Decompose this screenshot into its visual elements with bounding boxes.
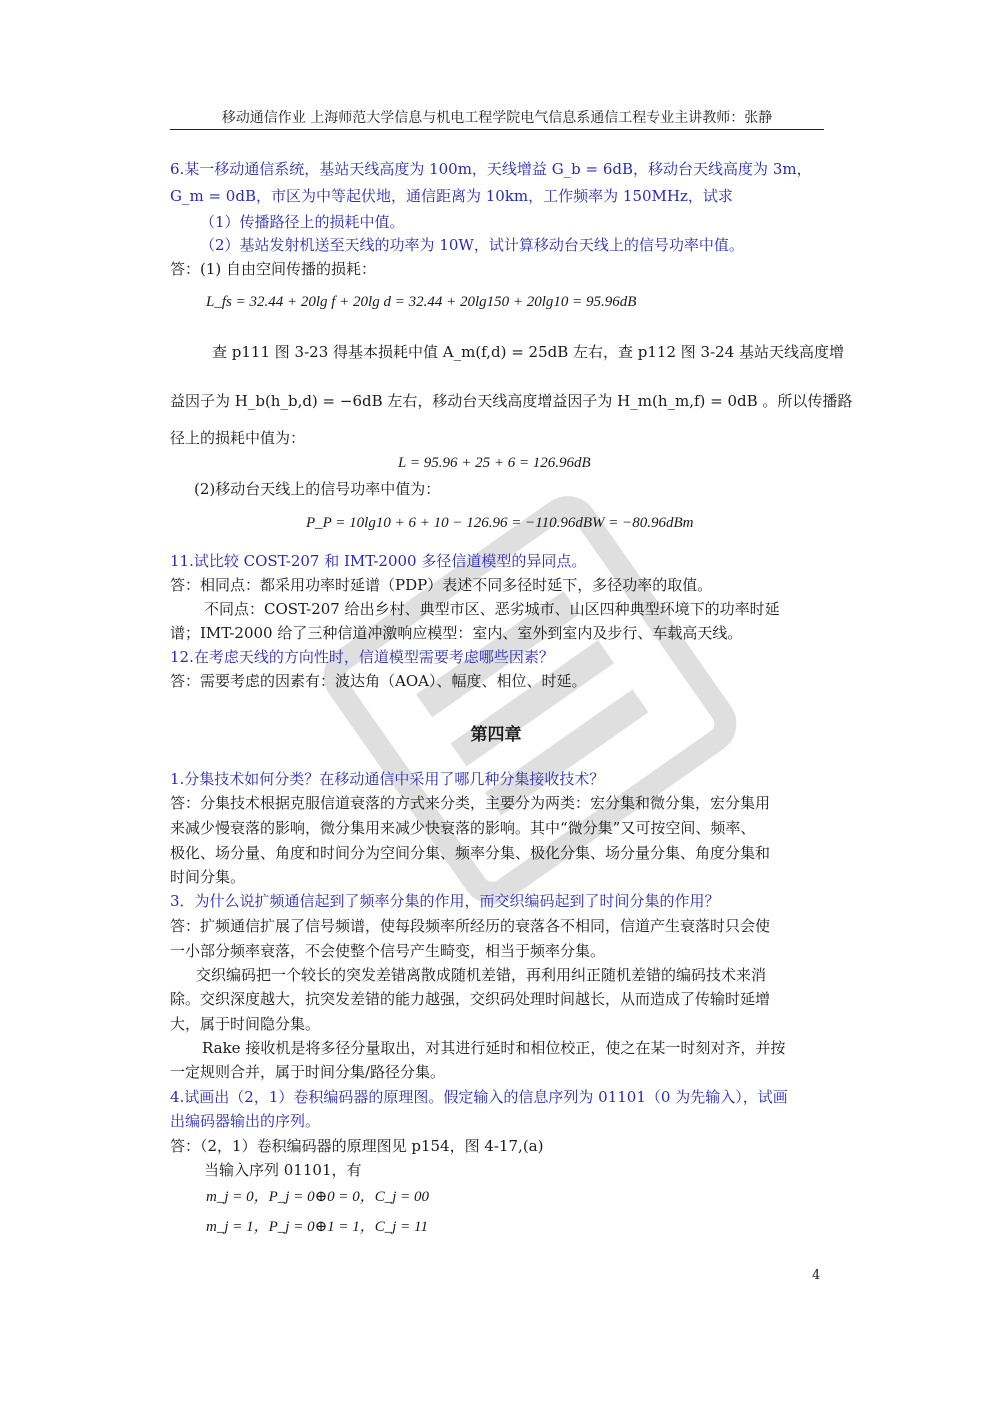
c4q4-answer-2: 当输入序列 01101，有 <box>204 1161 362 1179</box>
a6-para-2: 益因子为 H_b(h_b,d) = −6dB 左右，移动台天线高度增益因子为 H_m(h_m,f) = 0dB 。所以传播路 <box>170 392 853 410</box>
c4q3-para-c1: Rake 接收机是将多径分量取出，对其进行延时和相位校正，使之在某一时刻对齐，并按 <box>202 1039 786 1057</box>
c4q3-question: 3．为什么说扩频通信起到了频率分集的作用，而交织编码起到了时间分集的作用？ <box>170 892 720 910</box>
q11-answer-3: 谱；IMT-2000 给了三种信道冲激响应模型：室内、室外到室内及步行、车载高天线。 <box>170 624 743 642</box>
a6-equation-3: P_P = 10lg10 + 6 + 10 − 126.96 = −110.96dBW = −80.96dBm <box>306 515 694 531</box>
a6-equation-1: L_fs = 32.44 + 20lg f + 20lg d = 32.44 + 20lg150 + 20lg10 = 95.96dB <box>206 294 637 310</box>
c4q4-row-2: m_j = 1，P_j = 0⊕1 = 1，C_j = 11 <box>206 1219 428 1235</box>
a6-para-4: (2)移动台天线上的信号功率中值为： <box>194 480 441 498</box>
q11-answer-2: 不同点：COST-207 给出乡村、典型市区、恶劣城市、山区四种典型环境下的功率时延 <box>204 600 780 618</box>
c4q4-answer-1: 答：（2，1）卷积编码器的原理图见 p154，图 4-17,(a) <box>170 1137 544 1155</box>
q11-question: 11.试比较 COST-207 和 IMT-2000 多径信道模型的异同点。 <box>170 552 587 570</box>
c4q1-answer-4: 时间分集。 <box>170 868 246 886</box>
page-header: 移动通信作业 上海师范大学信息与机电工程学院电气信息系通信工程专业主讲教师：张静 <box>221 110 773 126</box>
c4q1-question: 1.分集技术如何分类？在移动通信中采用了哪几种分集接收技术？ <box>170 770 605 788</box>
c4q3-para-c2: 一定规则合并，属于时间分集/路径分集。 <box>170 1063 446 1081</box>
c4q3-answer-1: 答：扩频通信扩展了信号频谱，使每段频率所经历的衰落各不相同，信道产生衰落时只会使 <box>170 917 771 935</box>
c4q3-para-b3: 大，属于时间隐分集。 <box>170 1015 321 1033</box>
c4q1-answer-3: 极化、场分量、角度和时间分为空间分集、频率分集、极化分集、场分量分集、角度分集和 <box>170 844 771 862</box>
q6-sub1: （1）传播路径上的损耗中值。 <box>200 213 405 231</box>
q6-sub2: （2）基站发射机送至天线的功率为 10W，试计算移动台天线上的信号功率中值。 <box>200 236 744 254</box>
page-number: 4 <box>812 1268 821 1283</box>
q12-question: 12.在考虑天线的方向性时，信道模型需要考虑哪些因素？ <box>170 648 554 666</box>
c4q4-question-2: 出编码器输出的序列。 <box>170 1112 321 1130</box>
q12-answer: 答：需要考虑的因素有：波达角（AOA）、幅度、相位、时延。 <box>170 672 587 690</box>
c4q4-row-1: m_j = 0，P_j = 0⊕0 = 0，C_j = 00 <box>206 1189 430 1205</box>
c4q4-question-1: 4.试画出（2，1）卷积编码器的原理图。假定输入的信息序列为 01101（0 为先输入），试画 <box>170 1088 788 1106</box>
a6-para-1: 查 p111 图 3-23 得基本损耗中值 A_m(f,d) = 25dB 左右，查 p112 图 3-24 基站天线高度增 <box>212 343 845 361</box>
c4q3-para-b1: 交织编码把一个较长的突发差错离散成随机差错，再利用纠正随机差错的编码技术来消 <box>196 966 767 984</box>
q6-line1: 6.某一移动通信系统，基站天线高度为 100m，天线增益 G_b = 6dB，移动台天线高度为 3m， <box>170 160 812 178</box>
q11-answer-1: 答：相同点：都采用功率时延谱（PDP）表述不同多径时延下，多径功率的取值。 <box>170 576 713 594</box>
a6-equation-2: L = 95.96 + 25 + 6 = 126.96dB <box>398 455 591 471</box>
c4q3-answer-2: 一小部分频率衰落，不会使整个信号产生畸变，相当于频率分集。 <box>170 942 606 960</box>
c4q1-answer-2: 来减少慢衰落的影响，微分集用来减少快衰落的影响。其中“微分集”又可按空间、频率、 <box>170 819 756 837</box>
a6-para-3: 径上的损耗中值为： <box>170 429 306 447</box>
c4q3-para-b2: 除。交织深度越大，抗突发差错的能力越强，交织码处理时间越长，从而造成了传输时延增 <box>170 990 771 1008</box>
a6-intro: 答：(1) 自由空间传播的损耗： <box>170 260 377 278</box>
q6-line2: G_m = 0dB，市区为中等起伏地，通信距离为 10km，工作频率为 150MHz，试求 <box>170 187 733 205</box>
header-rule <box>170 129 824 130</box>
c4q1-answer-1: 答：分集技术根据克服信道衰落的方式来分类，主要分为两类：宏分集和微分集，宏分集用 <box>170 794 771 812</box>
chapter-title: 第四章 <box>470 725 522 745</box>
